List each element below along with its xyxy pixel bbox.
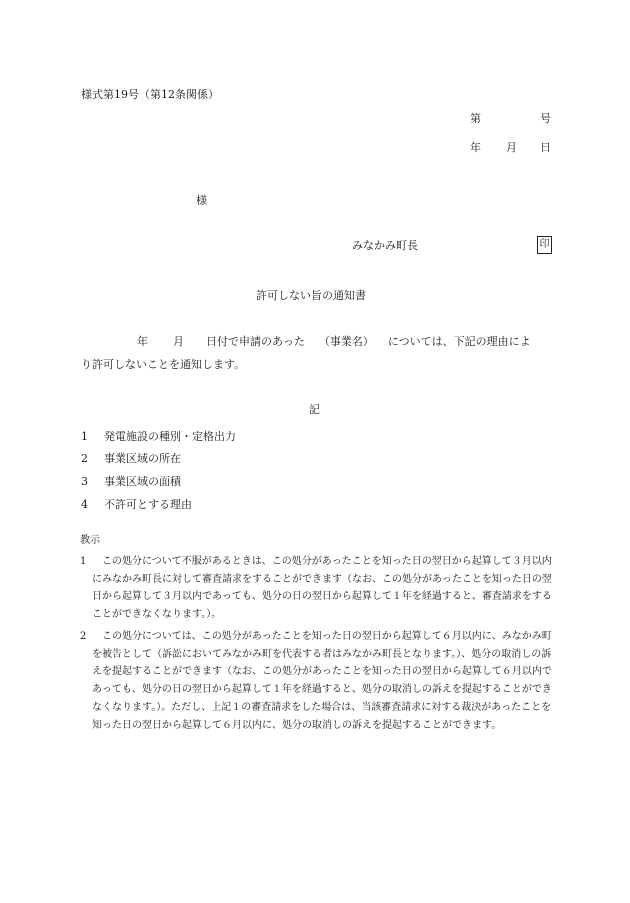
seal-mark: 印 (537, 236, 552, 254)
date-month-label: 月 (506, 141, 517, 154)
note-text: この処分については、この処分があったことを知った日の翌日から起算して６月以内に、みなかみ町を被告として（訴訟においてみなかみ町を代表する者はみなかみ町長となります。）、処分の取消しの訴えを提起することができます（なお、この処分があったことを知った日の翌日から起算して６月以内であっても、処分の日の翌日から起算して１年を経過すると、処分の取消しの訴えを提起することができなくなります。）。ただし、上記１の審査請求をした場合は、当該審査請求に対する裁決があったことを知った日の翌日から起算して６月以内に、処分の取消しの訴えを提起することができます。 (92, 631, 552, 731)
note-text: この処分について不服があるときは、この処分があったことを知った日の翌日から起算して３月以内にみなかみ町長に対して審査請求をすることができます（なお、この処分があったことを知った日の翌日から起算して３月以内であっても、処分の日の翌日から起算して１年を経過すると、審査請求をすることができなくなります。）。 (92, 556, 552, 621)
instruction-note (80, 553, 556, 624)
body-project-name: （事業名） (318, 335, 374, 348)
date-year-label: 年 (470, 141, 481, 154)
body-day-text: 日付で申請のあった (206, 335, 305, 348)
item-label: 不許可とする理由 (104, 498, 192, 511)
item-number: 4 (81, 498, 88, 511)
list-item (81, 475, 181, 489)
item-label: 事業区域の所在 (104, 452, 181, 465)
note-number: 1 (80, 556, 87, 567)
ki-heading: 記 (309, 403, 320, 416)
item-number: 1 (81, 430, 88, 443)
body-month: 月 (173, 335, 184, 348)
body-line2: り許可しないことを通知します。 (81, 358, 246, 371)
body-rest: については、下記の理由によ (387, 335, 531, 348)
form-number: 様式第19号（第12条関係） (81, 88, 219, 101)
note-number: 2 (80, 631, 87, 642)
item-label: 事業区域の面積 (104, 475, 181, 488)
issuer-name: みなかみ町長 (352, 239, 418, 252)
item-number: 2 (81, 452, 88, 465)
doc-number-prefix: 第 (470, 112, 481, 125)
date-day-label: 日 (540, 141, 551, 154)
doc-number-suffix: 号 (540, 112, 551, 125)
item-number: 3 (81, 475, 88, 488)
notice-body (81, 330, 555, 376)
instruction-heading: 教示 (80, 535, 100, 546)
list-item (81, 498, 192, 512)
list-item (81, 452, 181, 466)
body-year: 年 (137, 335, 148, 348)
instruction-note (80, 628, 556, 734)
addressee-honorific: 様 (196, 194, 207, 207)
document-title: 許可しない旨の通知書 (256, 289, 366, 302)
item-label: 発電施設の種別・定格出力 (104, 430, 236, 443)
list-item (81, 430, 236, 444)
